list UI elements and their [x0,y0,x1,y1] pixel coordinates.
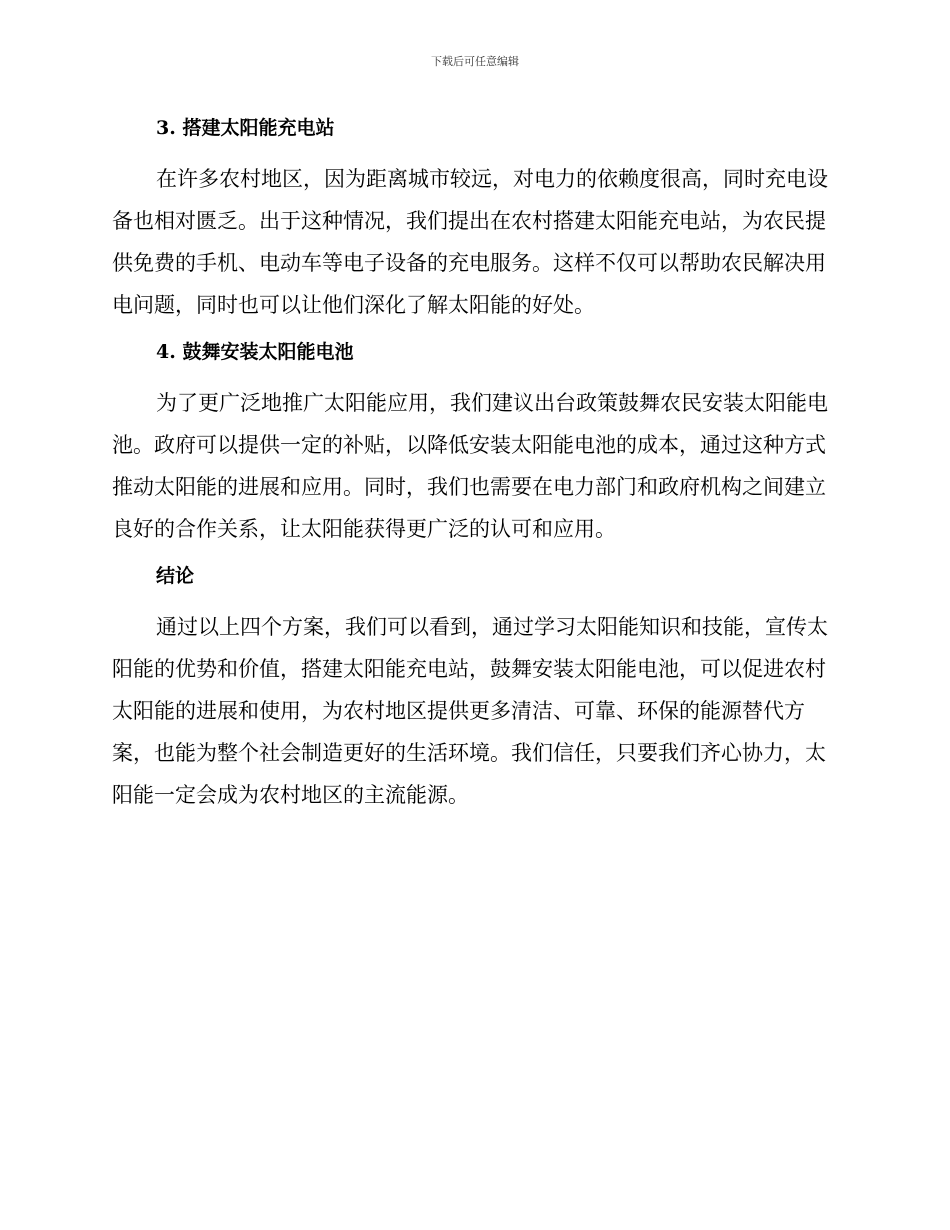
page-header-text: 下载后可任意编辑 [431,55,519,68]
section-heading-conclusion: 结论 [156,565,195,587]
section-paragraph-conclusion: 通过以上四个方案，我们可以看到，通过学习太阳能知识和技能，宣传太阳能的优势和价值，搭建太阳能充电站，鼓舞安装太阳能电池，可以促进农村太阳能的进展和使用，为农村地区提供更多清洁、可靠、环保的能源替代方案，也能为整个社会制造更好的生活环境。我们信任，只要我们齐心协力，太阳能一定会成为农村地区的主流能源。 [112,615,828,807]
section-heading-install-panels: 4. 鼓舞安装太阳能电池 [156,341,354,363]
section-paragraph-charging-station: 在许多农村地区，因为距离城市较远，对电力的依赖度很高，同时充电设备也相对匮乏。出于这种情况，我们提出在农村搭建太阳能充电站，为农民提供免费的手机、电动车等电子设备的充电服务。这样不仅可以帮助农民解决用电问题，同时也可以让他们深化了解太阳能的好处。 [112,167,828,317]
section-paragraph-install-panels: 为了更广泛地推广太阳能应用，我们建议出台政策鼓舞农民安装太阳能电池。政府可以提供一定的补贴，以降低安装太阳能电池的成本，通过这种方式推动太阳能的进展和应用。同时，我们也需要在电力部门和政府机构之间建立良好的合作关系，让太阳能获得更广泛的认可和应用。 [112,391,828,541]
section-heading-charging-station: 3. 搭建太阳能充电站 [156,117,335,139]
document-body [112,112,832,816]
